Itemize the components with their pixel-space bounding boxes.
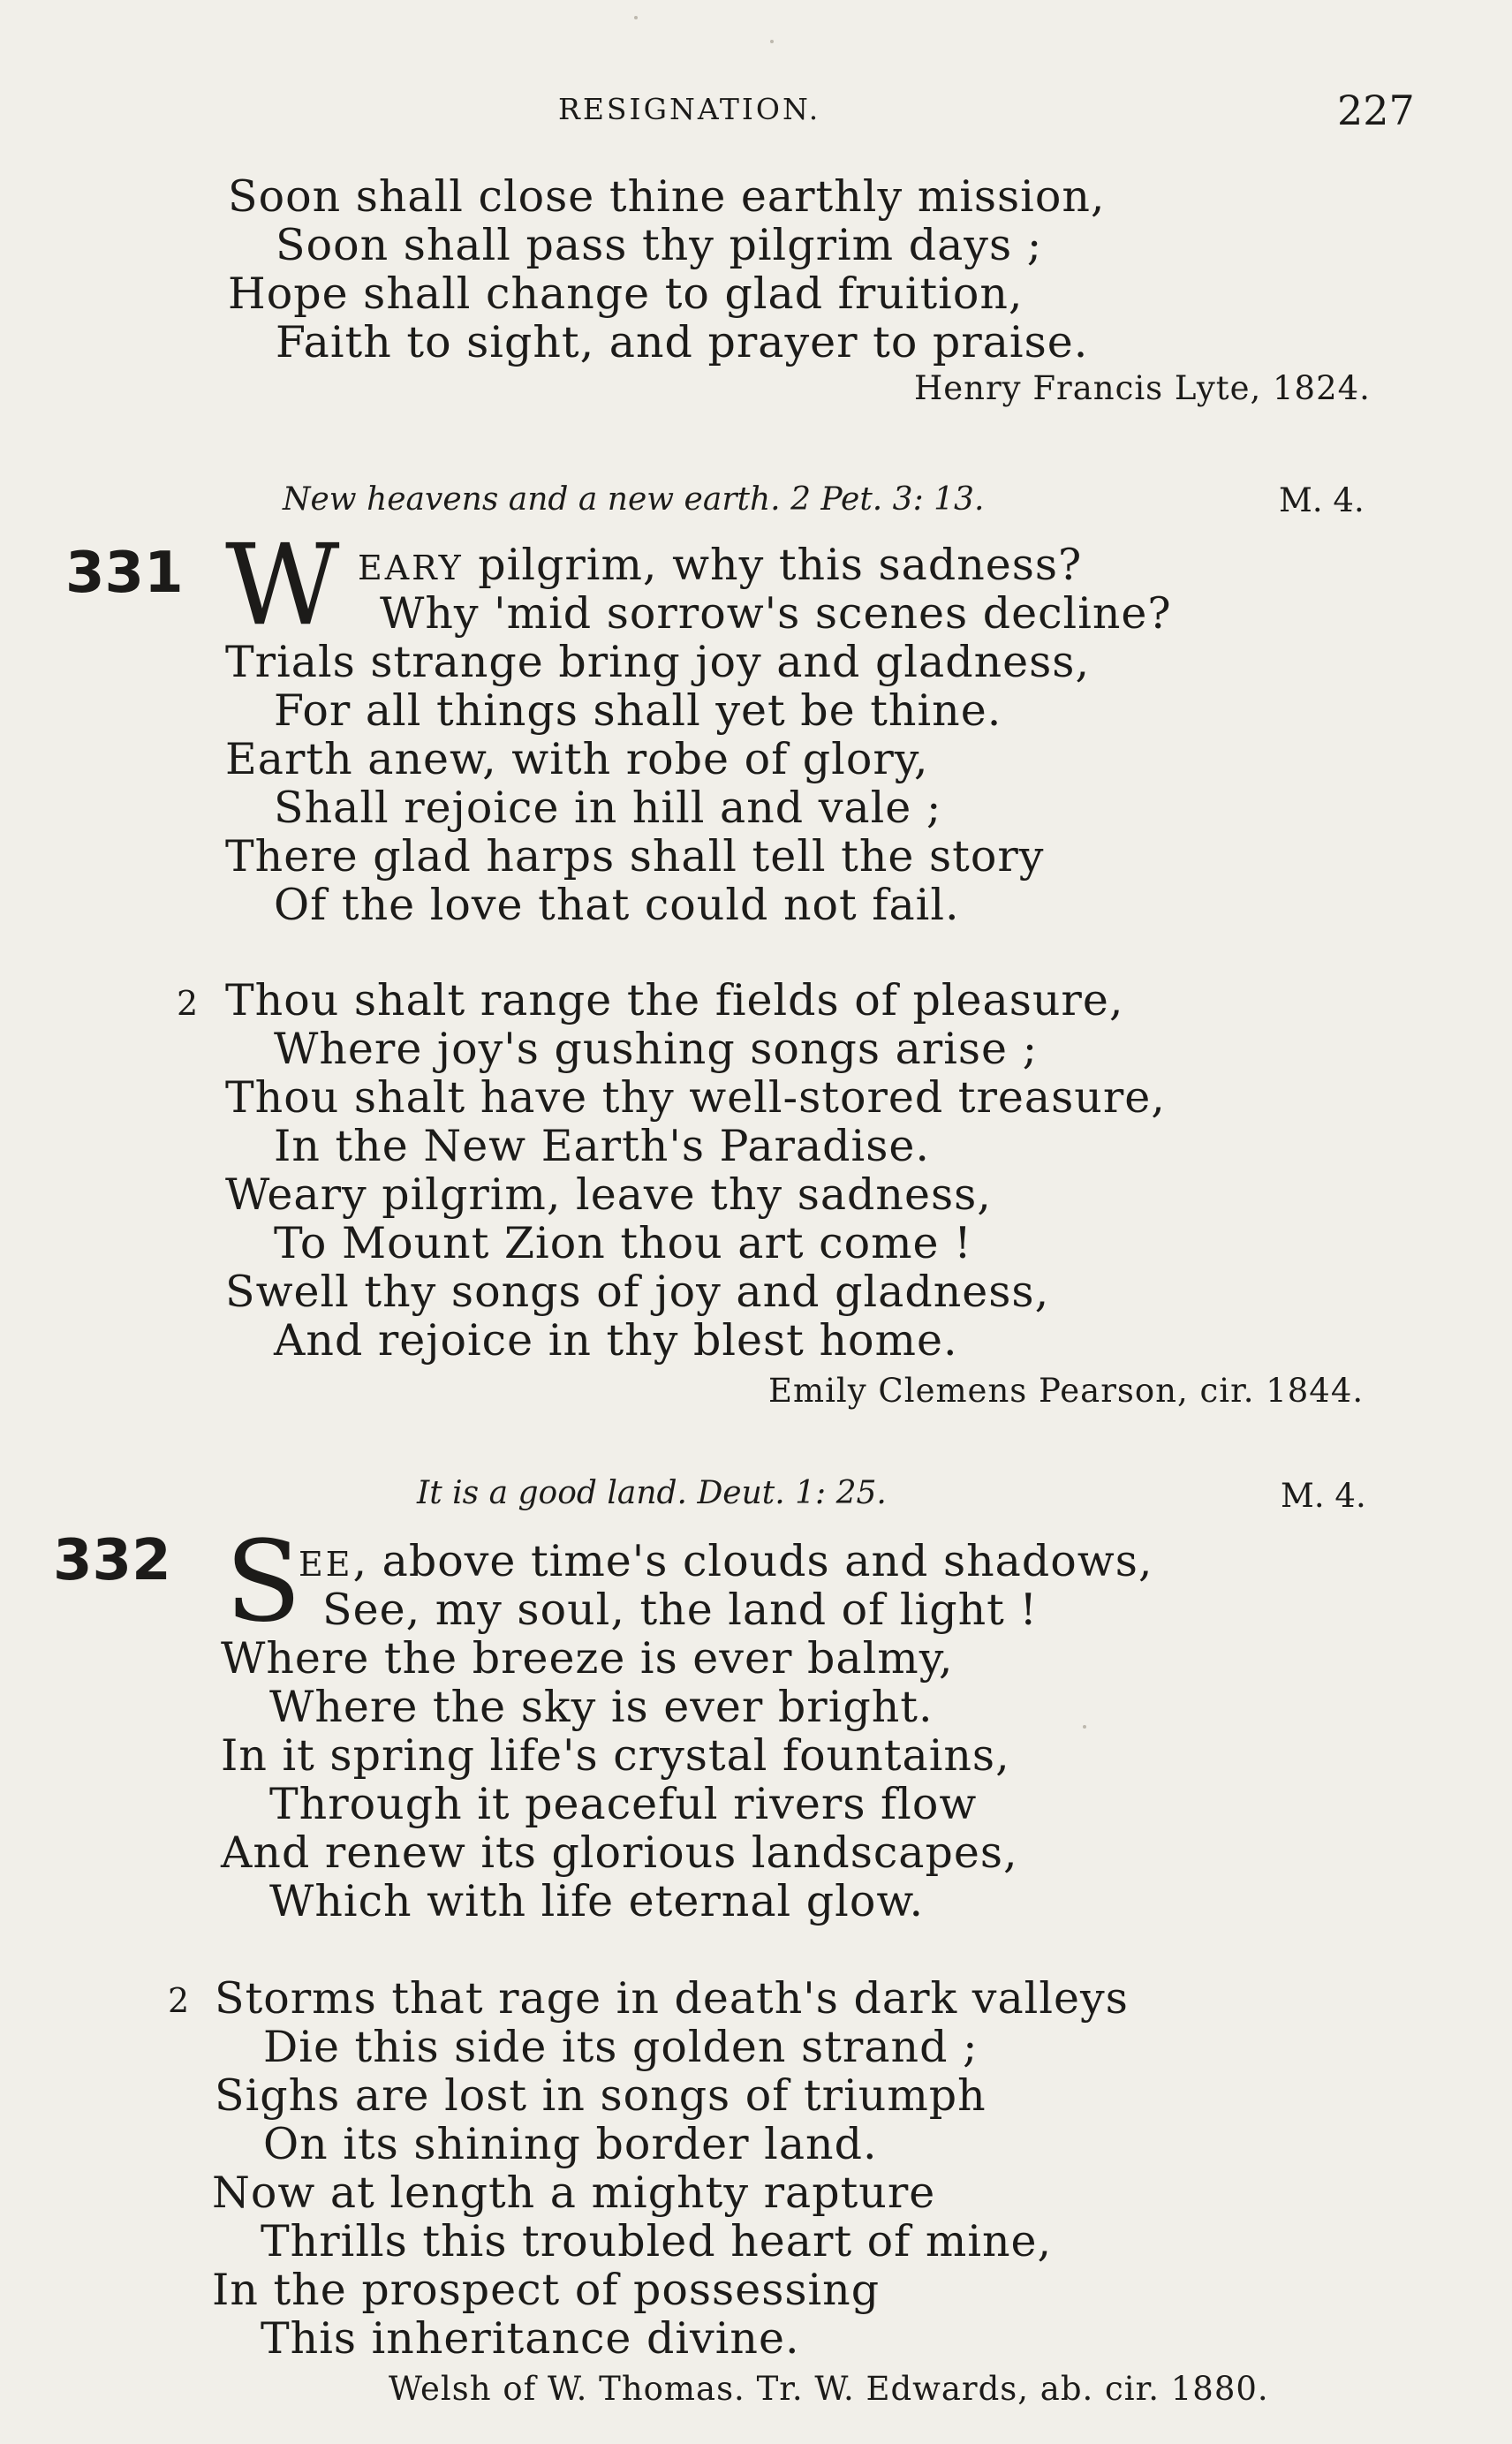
hymn331-line-8: Of the love that could not fail. <box>274 880 960 930</box>
hymn332-line-3: Where the breeze is ever balmy, <box>221 1633 954 1684</box>
hymn332-v2-line-7: In the prospect of possessing <box>212 2265 881 2315</box>
prev-author: Henry Francis Lyte, 1824. <box>914 369 1371 407</box>
hymn331-verse2-number: 2 <box>177 984 199 1023</box>
hymn331-line-4: For all things shall yet be thine. <box>274 685 1002 736</box>
hymn332-subtitle: It is a good land. Deut. 1: 25. <box>417 1475 887 1511</box>
hymn332-line-1-rest: , above time's clouds and shadows, <box>352 1536 1153 1586</box>
hymn331-line-1 <box>358 541 1082 593</box>
hymn331-subtitle: New heavens and a new earth. 2 Pet. 3: 13. <box>283 481 985 518</box>
hymn332-v2-line-5: Now at length a mighty rapture <box>212 2168 936 2218</box>
hymn331-line-3: Trials strange bring joy and gladness, <box>225 637 1091 687</box>
hymn332-line-1 <box>299 1537 1153 1589</box>
hymn331-line-5: Earth anew, with robe of glory, <box>225 734 929 784</box>
hymn331-v2-line-6: To Mount Zion thou art come ! <box>274 1218 972 1268</box>
hymn332-author: Welsh of W. Thomas. Tr. W. Edwards, ab. cir. 1880. <box>389 2370 1269 2408</box>
hymn331-line-2: Why 'mid sorrow's scenes decline? <box>380 588 1172 639</box>
hymn332-line-5: In it spring life's crystal fountains, <box>221 1730 1010 1781</box>
hymn331-line-1-smallcaps: EARY <box>358 549 464 587</box>
hymn332-v2-line-3: Sighs are lost in songs of triumph <box>215 2070 987 2121</box>
hymn331-number: 331 <box>65 541 184 606</box>
hymn331-v2-line-1: Thou shalt range the fields of pleasure, <box>225 975 1124 1025</box>
hymn332-line-8: Which with life eternal glow. <box>269 1876 925 1926</box>
hymn331-line-6: Shall rejoice in hill and vale ; <box>274 783 942 833</box>
prev-line-3: Hope shall change to glad fruition, <box>228 269 1024 319</box>
hymn332-line-1-smallcaps: EE <box>299 1545 353 1584</box>
paper-speck <box>1083 1725 1086 1729</box>
hymn332-line-4: Where the sky is ever bright. <box>269 1682 934 1732</box>
hymn332-meter: M. 4. <box>1281 1477 1366 1515</box>
prev-line-1: Soon shall close thine earthly mission, <box>228 171 1106 222</box>
hymn331-v2-line-8: And rejoice in thy blest home. <box>274 1315 958 1366</box>
hymn332-dropcap: S <box>225 1517 302 1646</box>
hymn332-v2-line-8: This inheritance divine. <box>261 2313 800 2364</box>
hymn332-v2-line-4: On its shining border land. <box>263 2119 878 2169</box>
hymn331-meter: M. 4. <box>1279 481 1365 519</box>
hymn332-number: 332 <box>53 1528 171 1593</box>
hymn332-v2-line-6: Thrills this troubled heart of mine, <box>261 2216 1053 2266</box>
hymn331-line-1-rest: pilgrim, why this sadness? <box>463 540 1083 590</box>
hymn331-v2-line-7: Swell thy songs of joy and gladness, <box>225 1267 1050 1317</box>
hymn332-line-2: See, my soul, the land of light ! <box>322 1585 1039 1635</box>
paper-speck <box>770 40 774 43</box>
hymn332-line-6: Through it peaceful rivers flow <box>269 1779 978 1829</box>
hymn332-v2-line-1: Storms that rage in death's dark valleys <box>215 1973 1129 2024</box>
hymn332-v2-line-2: Die this side its golden strand ; <box>263 2022 979 2072</box>
running-header-title: RESIGNATION. <box>558 92 821 126</box>
hymn331-dropcap: W <box>225 520 340 650</box>
hymn331-v2-line-3: Thou shalt have thy well-stored treasure, <box>225 1072 1166 1123</box>
paper-speck <box>634 16 638 19</box>
prev-line-4: Faith to sight, and prayer to praise. <box>276 317 1089 367</box>
hymn332-line-7: And renew its glorious landscapes, <box>221 1827 1018 1878</box>
hymn331-author: Emily Clemens Pearson, cir. 1844. <box>768 1372 1365 1410</box>
hymn331-v2-line-2: Where joy's gushing songs arise ; <box>274 1024 1039 1074</box>
hymn331-v2-line-4: In the New Earth's Paradise. <box>274 1121 930 1171</box>
hymn331-v2-line-5: Weary pilgrim, leave thy sadness, <box>225 1169 992 1220</box>
hymn332-verse2-number: 2 <box>168 1981 190 2020</box>
prev-line-2: Soon shall pass thy pilgrim days ; <box>276 220 1043 270</box>
hymn331-line-7: There glad harps shall tell the story <box>225 831 1045 882</box>
page-number: 227 <box>1337 87 1415 134</box>
